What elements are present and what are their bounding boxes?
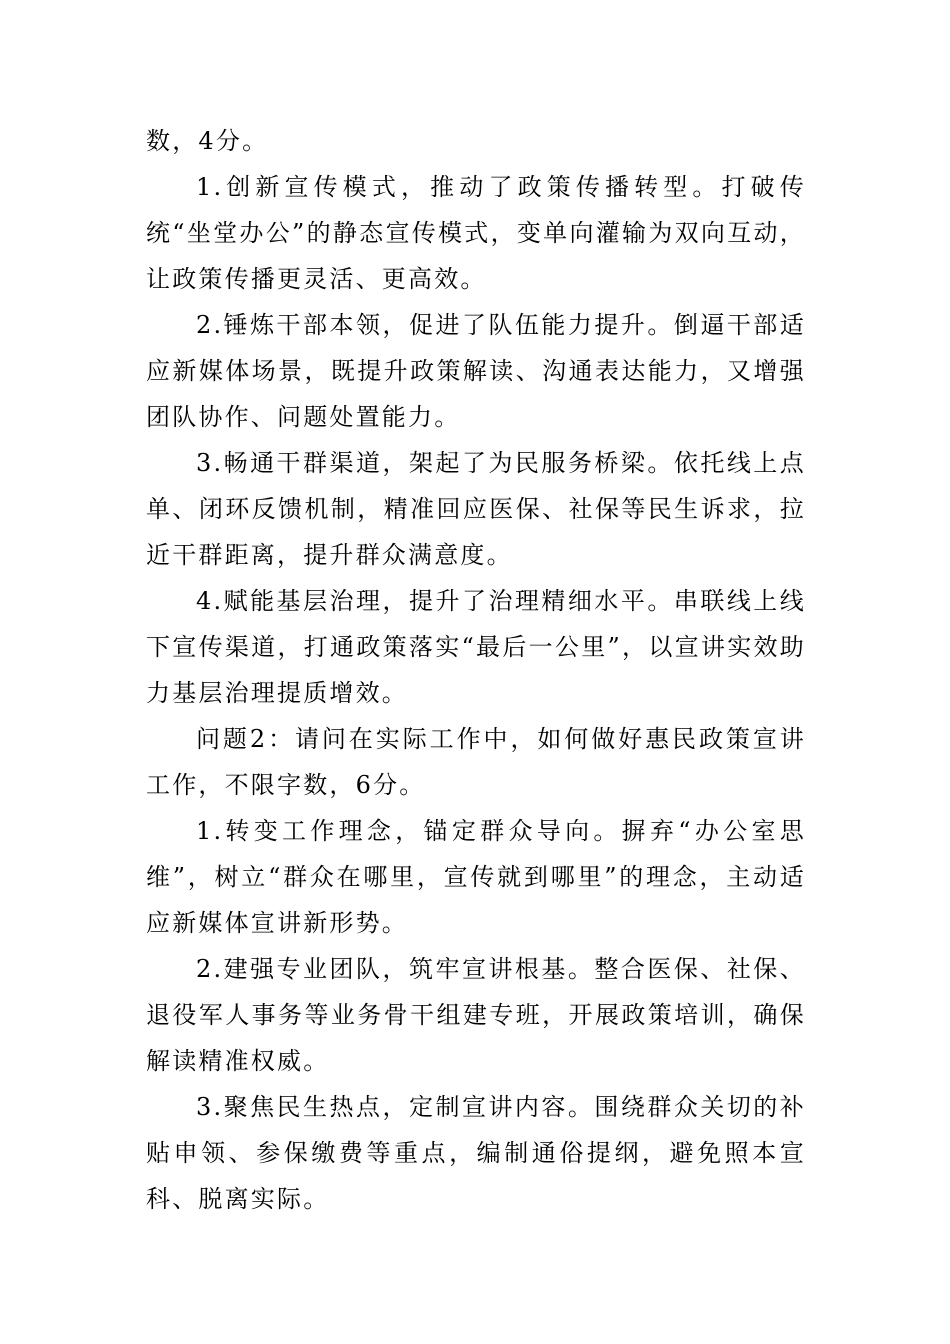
paragraph-point-1: 1.创新宣传模式，推动了政策传播转型。打破传统“坐堂办公”的静态宣传模式，变单向灌输为双向互动，让政策传播更灵活、更高效。 (146, 173, 806, 293)
paragraph-answer-3: 3.聚焦民生热点，定制宣讲内容。围绕群众关切的补贴申领、参保缴费等重点，编制通俗提纲，避免照本宣科、脱离实际。 (146, 1093, 806, 1213)
paragraph-point-2: 2.锤炼干部本领，促进了队伍能力提升。倒逼干部适应新媒体场景，既提升政策解读、沟通表达能力，又增强团队协作、问题处置能力。 (146, 311, 806, 431)
paragraph-point-3: 3.畅通干群渠道，架起了为民服务桥梁。依托线上点单、闭环反馈机制，精准回应医保、社保等民生诉求，拉近干群距离，提升群众满意度。 (146, 449, 806, 569)
document-body (146, 118, 806, 1222)
paragraph-answer-2: 2.建强专业团队，筑牢宣讲根基。整合医保、社保、退役军人事务等业务骨干组建专班，开展政策培训，确保解读精准权威。 (146, 955, 806, 1075)
paragraph-question-2: 问题2：请问在实际工作中，如何做好惠民政策宣讲工作，不限字数，6分。 (146, 725, 806, 799)
paragraph-answer-1: 1.转变工作理念，锚定群众导向。摒弃“办公室思维”，树立“群众在哪里，宣传就到哪里”的理念，主动适应新媒体宣讲新形势。 (146, 817, 806, 937)
paragraph-continuation: 数，4分。 (146, 127, 269, 155)
paragraph-point-4: 4.赋能基层治理，提升了治理精细水平。串联线上线下宣传渠道，打通政策落实“最后一公里”，以宣讲实效助力基层治理提质增效。 (146, 587, 806, 707)
